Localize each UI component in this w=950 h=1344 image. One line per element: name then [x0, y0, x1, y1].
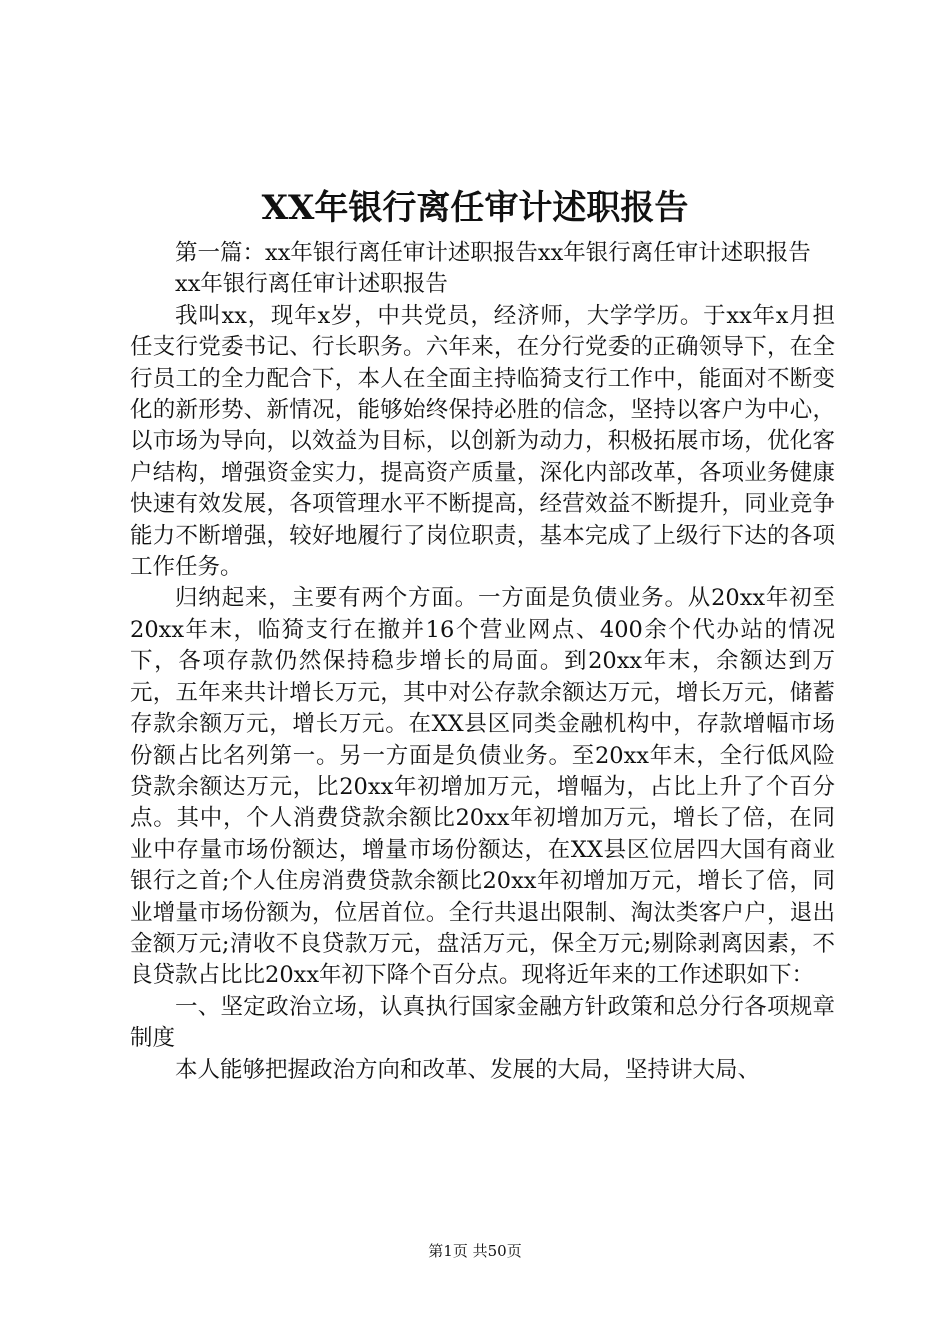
page-footer: 第1页 共50页 — [428, 1242, 522, 1260]
paragraph-part-heading: 第一篇：xx年银行离任审计述职报告xx年银行离任审计述职报告 — [175, 240, 811, 266]
paragraph-summary: 归纳起来，主要有两个方面。一方面是负债业务。从20xx年初至20xx年末，临猗支行在撤并16个营业网点、400余个代办站的情况下，各项存款仍然保持稳步增长的局面。到20xx年末，余额达到万元，五年来共计增长万元，其中对公存款余额达万元，增长万元，储蓄存款余额万元，增长万元。在XX县区同类金融机构中，存款增幅市场份额占比名列第一。另一方面是负债业务。至20xx年末，全行低风险贷款余额达万元，比20xx年初增加万元，增幅为，占比上升了个百分点。其中，个人消费贷款余额比20xx年初增加万元，增长了倍，在同业中存量市场份额达，增量市场份额达，在XX县区位居四大国有商业银行之首;个人住房消费贷款余额比20xx年初增加万元，增长了倍，同业增量市场份额为，位居首位。全行共退出限制、淘汰类客户户，退出金额万元;清收不良贷款万元，盘活万元，保全万元;剔除剥离因素，不良贷款占比比20xx年初下降个百分点。现将近年来的工作述职如下： — [130, 585, 835, 989]
paragraph-section-heading: 一、坚定政治立场，认真执行国家金融方针政策和总分行各项规章制度 — [130, 993, 835, 1052]
paragraph-subtitle: xx年银行离任审计述职报告 — [175, 271, 448, 298]
paragraph-continued: 本人能够把握政治方向和改革、发展的大局，坚持讲大局、 — [175, 1056, 761, 1083]
document-body — [130, 238, 835, 1086]
document-title: XX年银行离任审计述职报告 — [261, 188, 689, 228]
paragraph-introduction: 我叫xx，现年x岁，中共党员，经济师，大学学历。于xx年x月担任支行党委书记、行长职务。六年来，在分行党委的正确领导下，在全行员工的全力配合下，本人在全面主持临猗支行工作中，能面对不断变化的新形势、新情况，能够始终保持必胜的信念，坚持以客户为中心，以市场为导向，以效益为目标，以创新为动力，积极拓展市场，优化客户结构，增强资金实力，提高资产质量，深化内部改革，各项业务健康快速有效发展，各项管理水平不断提高，经营效益不断提升，同业竞争能力不断增强，较好地履行了岗位职责，基本完成了上级行下达的各项工作任务。 — [130, 302, 835, 581]
